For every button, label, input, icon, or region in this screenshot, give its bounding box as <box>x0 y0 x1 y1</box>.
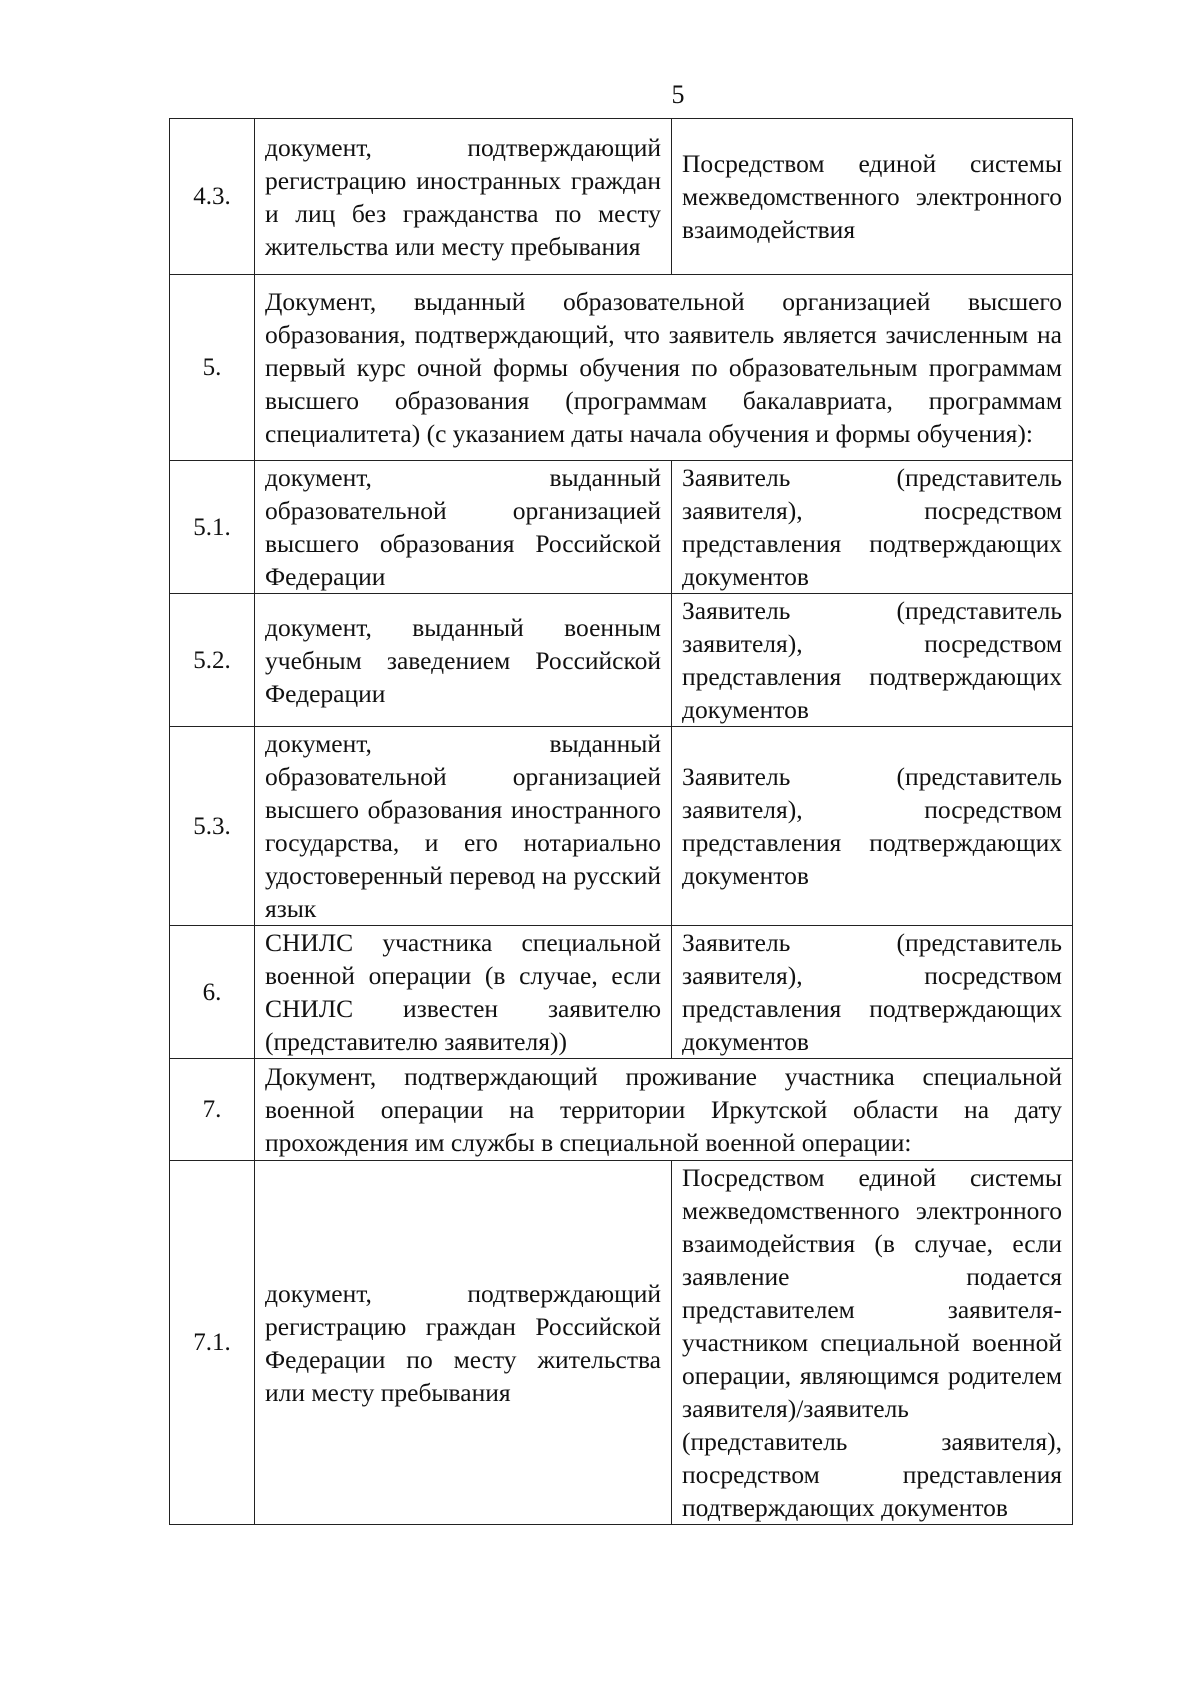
document-description: документ, подтверждающий регистрацию иностранных граждан и лиц без гражданства по месту жительства или месту пребывания <box>255 119 672 275</box>
page-number: 5 <box>671 80 685 109</box>
submission-method: Заявитель (представитель заявителя), посредством представления подтверждающих документов <box>672 926 1073 1059</box>
document-description: документ, выданный военным учебным заведением Российской Федерации <box>255 594 672 727</box>
table-row-5 <box>170 275 1073 461</box>
row-number: 4.3. <box>170 119 255 275</box>
row-number: 7.1. <box>170 1161 255 1525</box>
section-heading: Документ, выданный образовательной организацией высшего образования, подтверждающий, что заявитель является зачисленным на первый курс очной формы обучения по образовательным программам высшего образования (программам бакалавриата, программам специалитета) (с указанием даты начала обучения и формы обучения): <box>255 275 1073 461</box>
table-row-6 <box>170 926 1073 1059</box>
row-number: 5.3. <box>170 727 255 926</box>
row-number: 5.2. <box>170 594 255 727</box>
row-number: 5.1. <box>170 461 255 594</box>
table-row-4-3 <box>170 119 1073 275</box>
table-row-7 <box>170 1059 1073 1161</box>
document-description: СНИЛС участника специальной военной операции (в случае, если СНИЛС известен заявителю (представителю заявителя)) <box>255 926 672 1059</box>
row-number: 6. <box>170 926 255 1059</box>
submission-method: Посредством единой системы межведомственного электронного взаимодействия (в случае, если заявление подается представителем заявителя-участником специальной военной операции, являющимся родителем заявителя)/заявитель (представитель заявителя), посредством представления подтверждающих документов <box>672 1161 1073 1525</box>
submission-method: Заявитель (представитель заявителя), посредством представления подтверждающих документов <box>672 594 1073 727</box>
section-heading: Документ, подтверждающий проживание участника специальной военной операции на территории Иркутской области на дату прохождения им службы в специальной военной операции: <box>255 1059 1073 1161</box>
document-description: документ, подтверждающий регистрацию граждан Российской Федерации по месту жительства или месту пребывания <box>255 1161 672 1525</box>
table-row-5-3 <box>170 727 1073 926</box>
submission-method: Посредством единой системы межведомственного электронного взаимодействия <box>672 119 1073 275</box>
submission-method: Заявитель (представитель заявителя), посредством представления подтверждающих документов <box>672 461 1073 594</box>
table-row-7-1 <box>170 1161 1073 1525</box>
row-number: 7. <box>170 1059 255 1161</box>
row-number: 5. <box>170 275 255 461</box>
documents-table <box>169 118 1073 1525</box>
document-description: документ, выданный образовательной организацией высшего образования иностранного государства, и его нотариально удостоверенный перевод на русский язык <box>255 727 672 926</box>
document-description: документ, выданный образовательной организацией высшего образования Российской Федерации <box>255 461 672 594</box>
table-row-5-2 <box>170 594 1073 727</box>
table-row-5-1 <box>170 461 1073 594</box>
submission-method: Заявитель (представитель заявителя), посредством представления подтверждающих документов <box>672 727 1073 926</box>
